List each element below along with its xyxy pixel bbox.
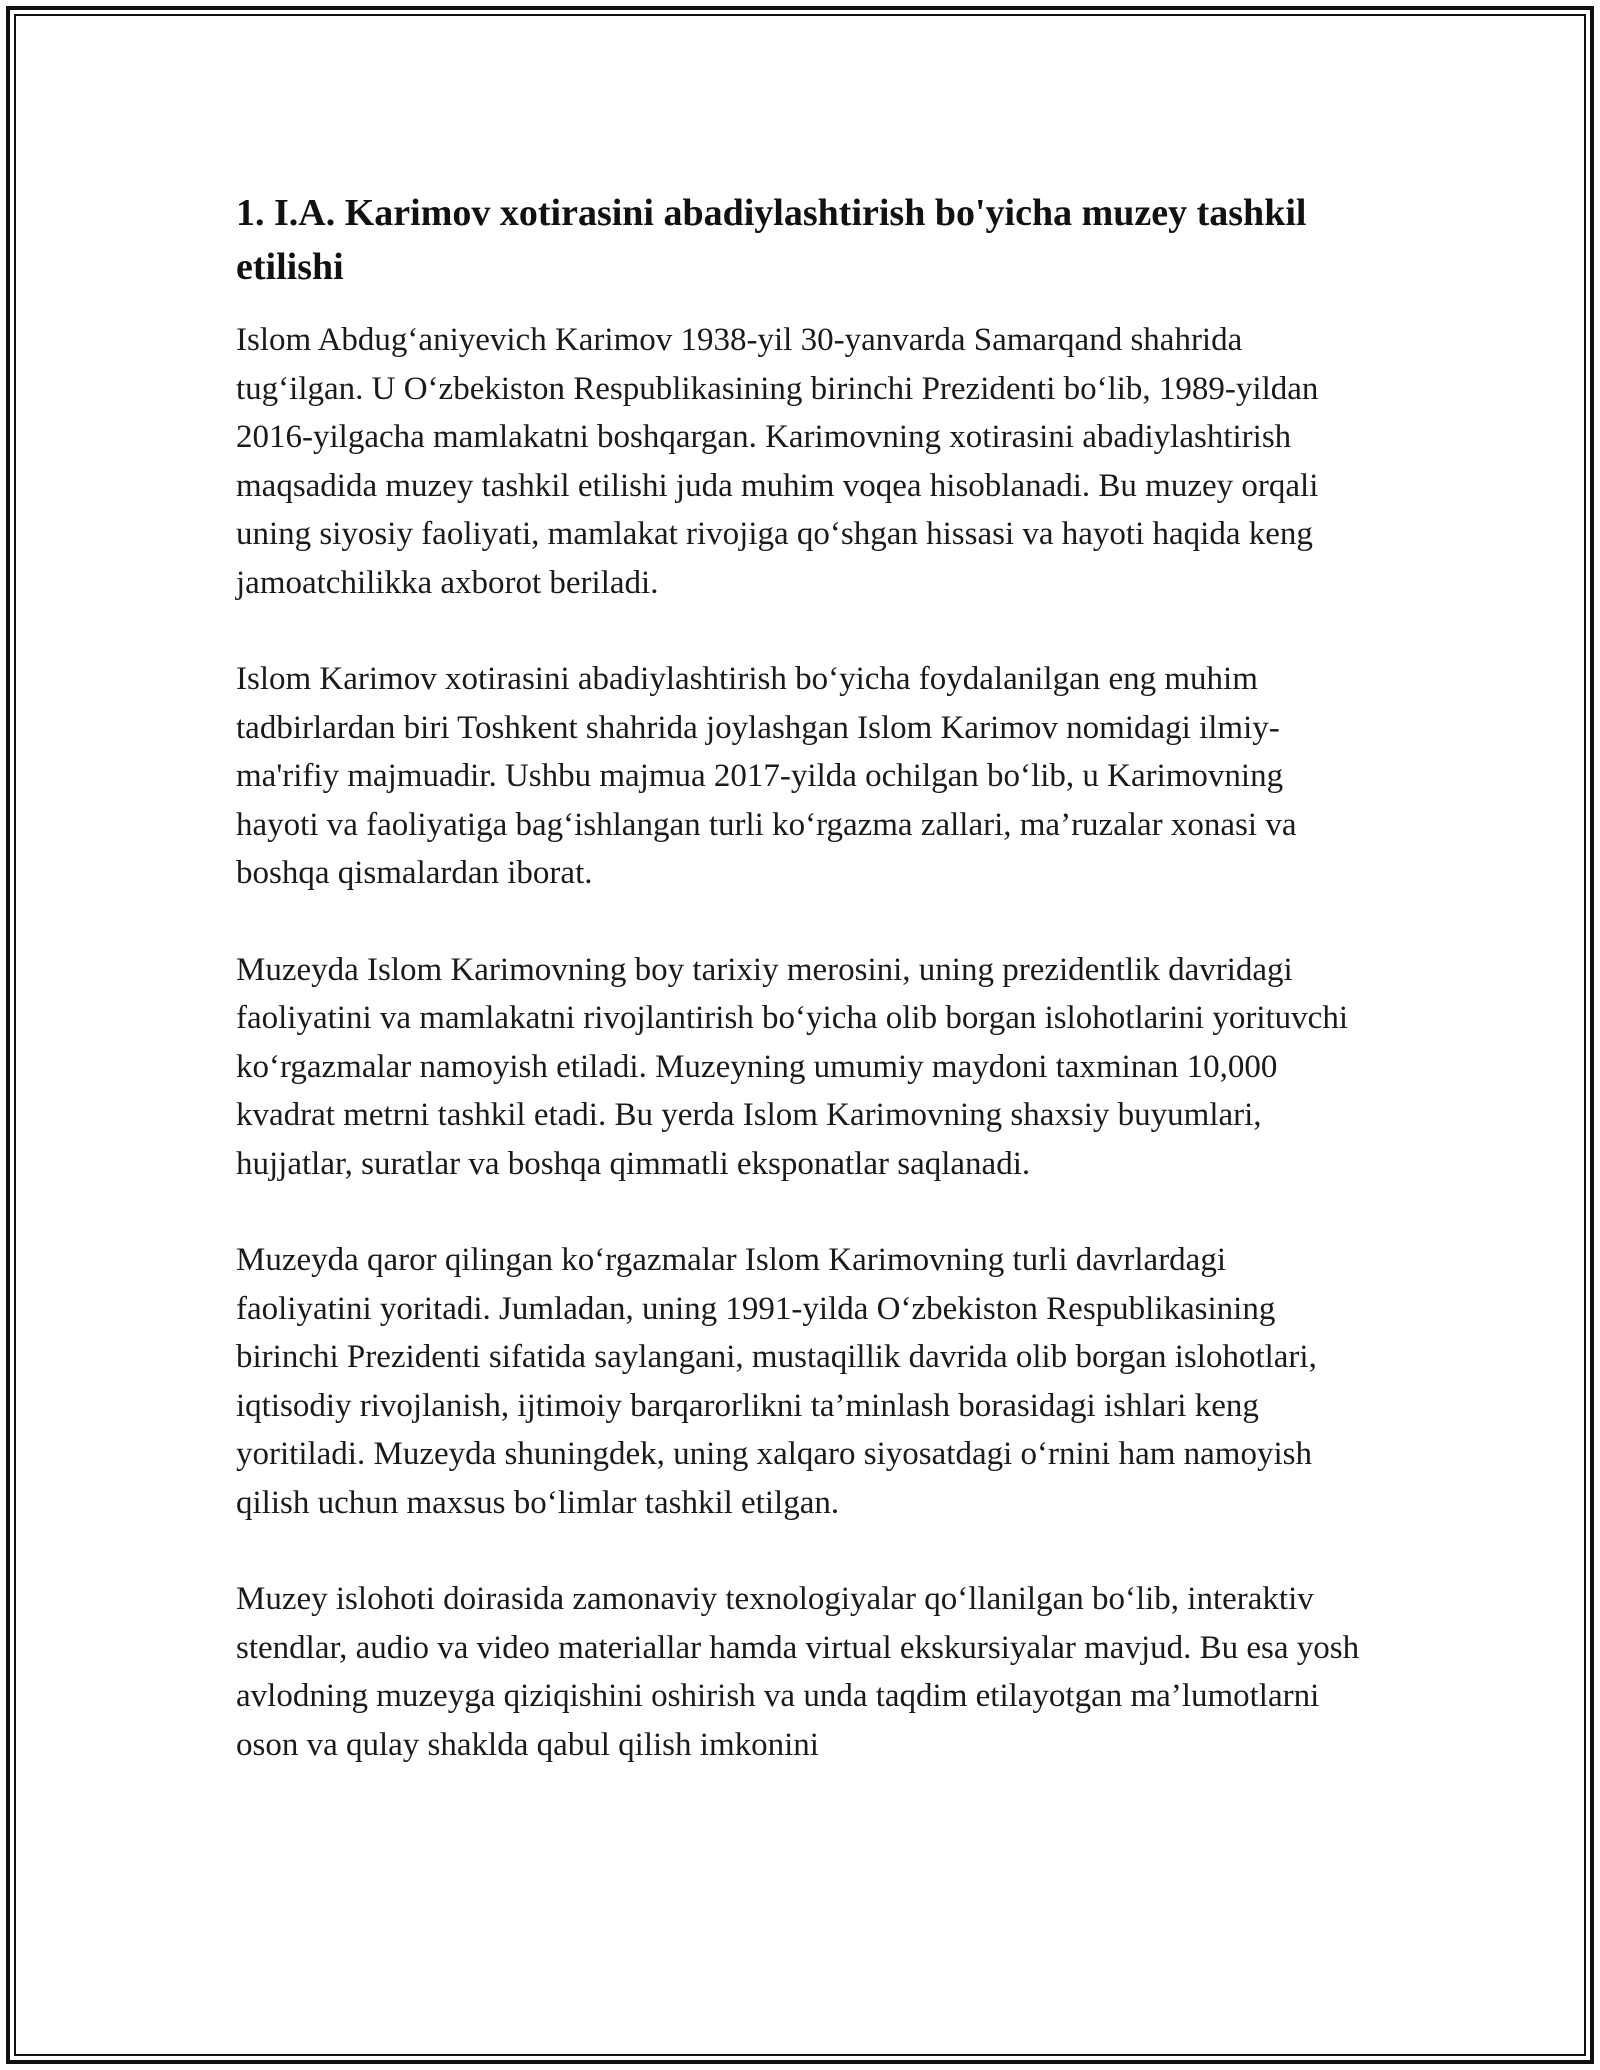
paragraph-2: Islom Karimov xotirasini abadiylashtirish bo‘yicha foydalanilgan eng muhim tadbirlardan biri Toshkent shahrida joylashgan Islom Karimov nomidagi ilmiy-ma'rifiy majmuadir. Ushbu majmua 2017-yilda ochilgan bo‘lib, u Karimovning hayoti va faoliyatiga bag‘ishlangan turli ko‘rgazma zallari, ma’ruzalar xonasi va boshqa qismalardan iborat. (236, 661, 1297, 891)
paragraph-1: Islom Abdug‘aniyevich Karimov 1938-yil 30-yanvarda Samarqand shahrida tug‘ilgan. U O‘zbekiston Respublikasining birinchi Prezidenti bo‘lib, 1989-yildan 2016-yilgacha mamlakatni boshqargan. Karimovning xotirasini abadiylashtirish maqsadida muzey tashkil etilishi juda muhim voqea hisoblanadi. Bu muzey orqali uning siyosiy faoliyati, mamlakat rivojiga qo‘shgan hissasi va hayoti haqida keng jamoatchilikka axborot beriladi. (236, 322, 1319, 601)
paragraph-4: Muzeyda qaror qilingan ko‘rgazmalar Islom Karimovning turli davrlardagi faoliyatini yoritadi. Jumladan, uning 1991-yilda O‘zbekiston Respublikasining birinchi Prezidenti sifatida saylangani, mustaqillik davrida olib borgan islohotlari, iqtisodiy rivojlanish, ijtimoiy barqarorlikni ta’minlash borasidagi ishlari keng yoritiladi. Muzeyda shuningdek, uning xalqaro siyosatdagi o‘rnini ham namoyish qilish uchun maxsus bo‘limlar tashkil etilgan. (236, 1242, 1317, 1521)
paragraph-5: Muzey islohoti doirasida zamonaviy texnologiyalar qo‘llanilgan bo‘lib, interaktiv stendlar, audio va video materiallar hamda virtual ekskursiyalar mavjud. Bu esa yosh avlodning muzeyga qiziqishini oshirish va unda taqdim etilayotgan ma’lumotlarni oson va qulay shaklda qabul qilish imkonini (236, 1581, 1360, 1763)
section-heading: 1. I.A. Karimov xotirasini abadiylashtirish bo'yicha muzey tashkil etilishi (236, 192, 1307, 288)
document-body (236, 186, 1366, 1817)
paragraph-3: Muzeyda Islom Karimovning boy tarixiy merosini, uning prezidentlik davridagi faoliyatini va mamlakatni rivojlantirish bo‘yicha olib borgan islohotlarini yorituvchi ko‘rgazmalar namoyish etiladi. Muzeyning umumiy maydoni taxminan 10,000 kvadrat metrni tashkil etadi. Bu yerda Islom Karimovning shaxsiy buyumlari, hujjatlar, suratlar va boshqa qimmatli eksponatlar saqlanadi. (236, 951, 1348, 1182)
